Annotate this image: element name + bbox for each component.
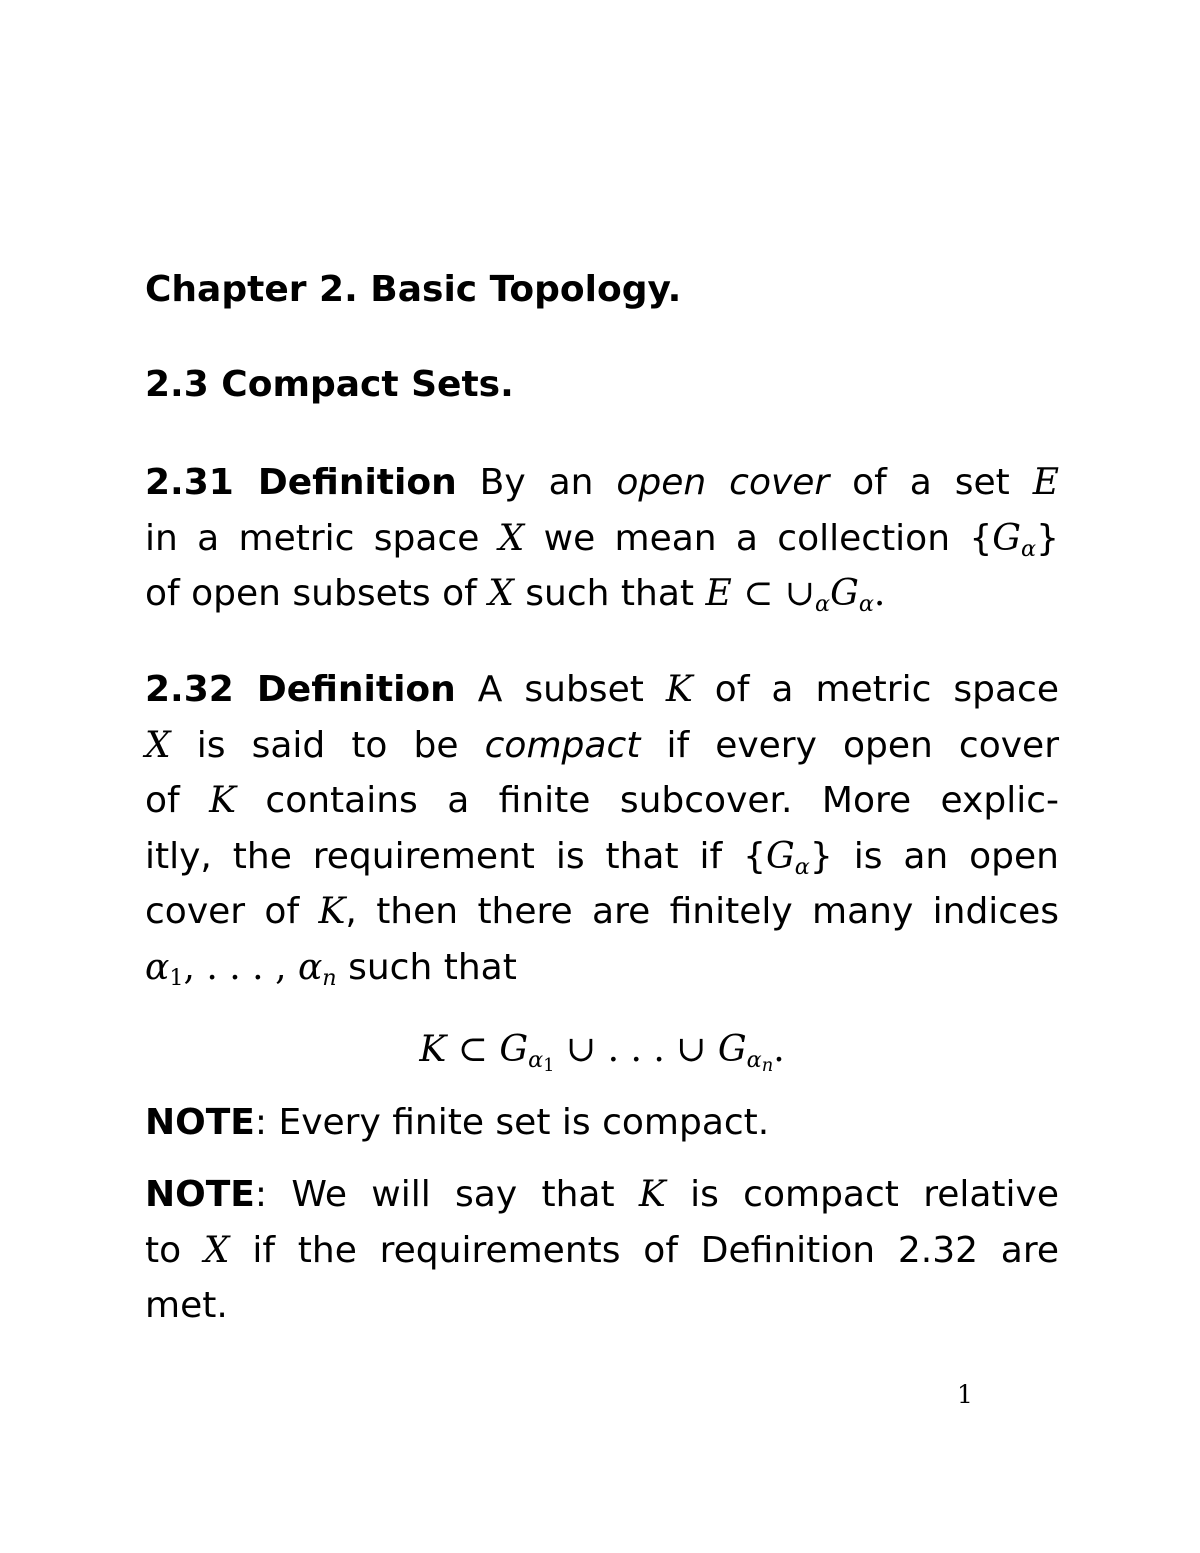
note-relative-compactness: [145, 1167, 1059, 1334]
section-title: 2.3 Compact Sets.: [145, 364, 514, 405]
note-2-line-2: to X if the requirements of Definition 2.32 are: [145, 1229, 1059, 1271]
definition-2-31-line-1: 2.31 Definition By an open cover of a set E: [145, 462, 1059, 503]
definition-2-32-line-4: itly, the requirement is that if {Gα} is an open: [145, 835, 1060, 880]
definition-2-31-line-2: in a metric space X we mean a collection {Gα}: [145, 517, 1059, 562]
definition-label: 2.31 Definition: [145, 462, 457, 503]
definition-2-32-line-2: X is said to be compact if every open cover: [145, 724, 1059, 766]
page-number: 1: [957, 1380, 973, 1409]
definition-2-32-line-1: 2.32 Definition A subset K of a metric space: [145, 669, 1059, 710]
term-compact: compact: [484, 724, 641, 766]
note-label: NOTE: [145, 1102, 255, 1143]
document-page: [145, 0, 1059, 1553]
note-2-line-1: NOTE: We will say that K is compact relative: [145, 1174, 1059, 1215]
chapter-title: Chapter 2. Basic Topology.: [145, 269, 682, 310]
definition-2-32-line-6: α1, . . . , αn such that: [145, 946, 517, 991]
note-label: NOTE: [145, 1174, 255, 1215]
definition-2-31-line-3: of open subsets of X such that E ⊂ ∪αGα.: [145, 573, 886, 618]
term-open-cover: open cover: [616, 462, 830, 503]
definition-2-32-line-5: cover of K, then there are finitely many indices: [145, 891, 1059, 932]
note-2-line-3: met.: [145, 1285, 228, 1326]
note-finite-sets: NOTE: Every finite set is compact.: [145, 1102, 770, 1143]
display-equation: K ⊂ Gα1 ∪ . . . ∪ Gαn.: [419, 1029, 785, 1076]
definition-label: 2.32 Definition: [145, 669, 456, 710]
definition-2-32-line-3: of K contains a finite subcover. More explic-: [145, 780, 1059, 821]
definition-2-32: [145, 662, 1059, 995]
definition-2-31: [145, 455, 1059, 622]
